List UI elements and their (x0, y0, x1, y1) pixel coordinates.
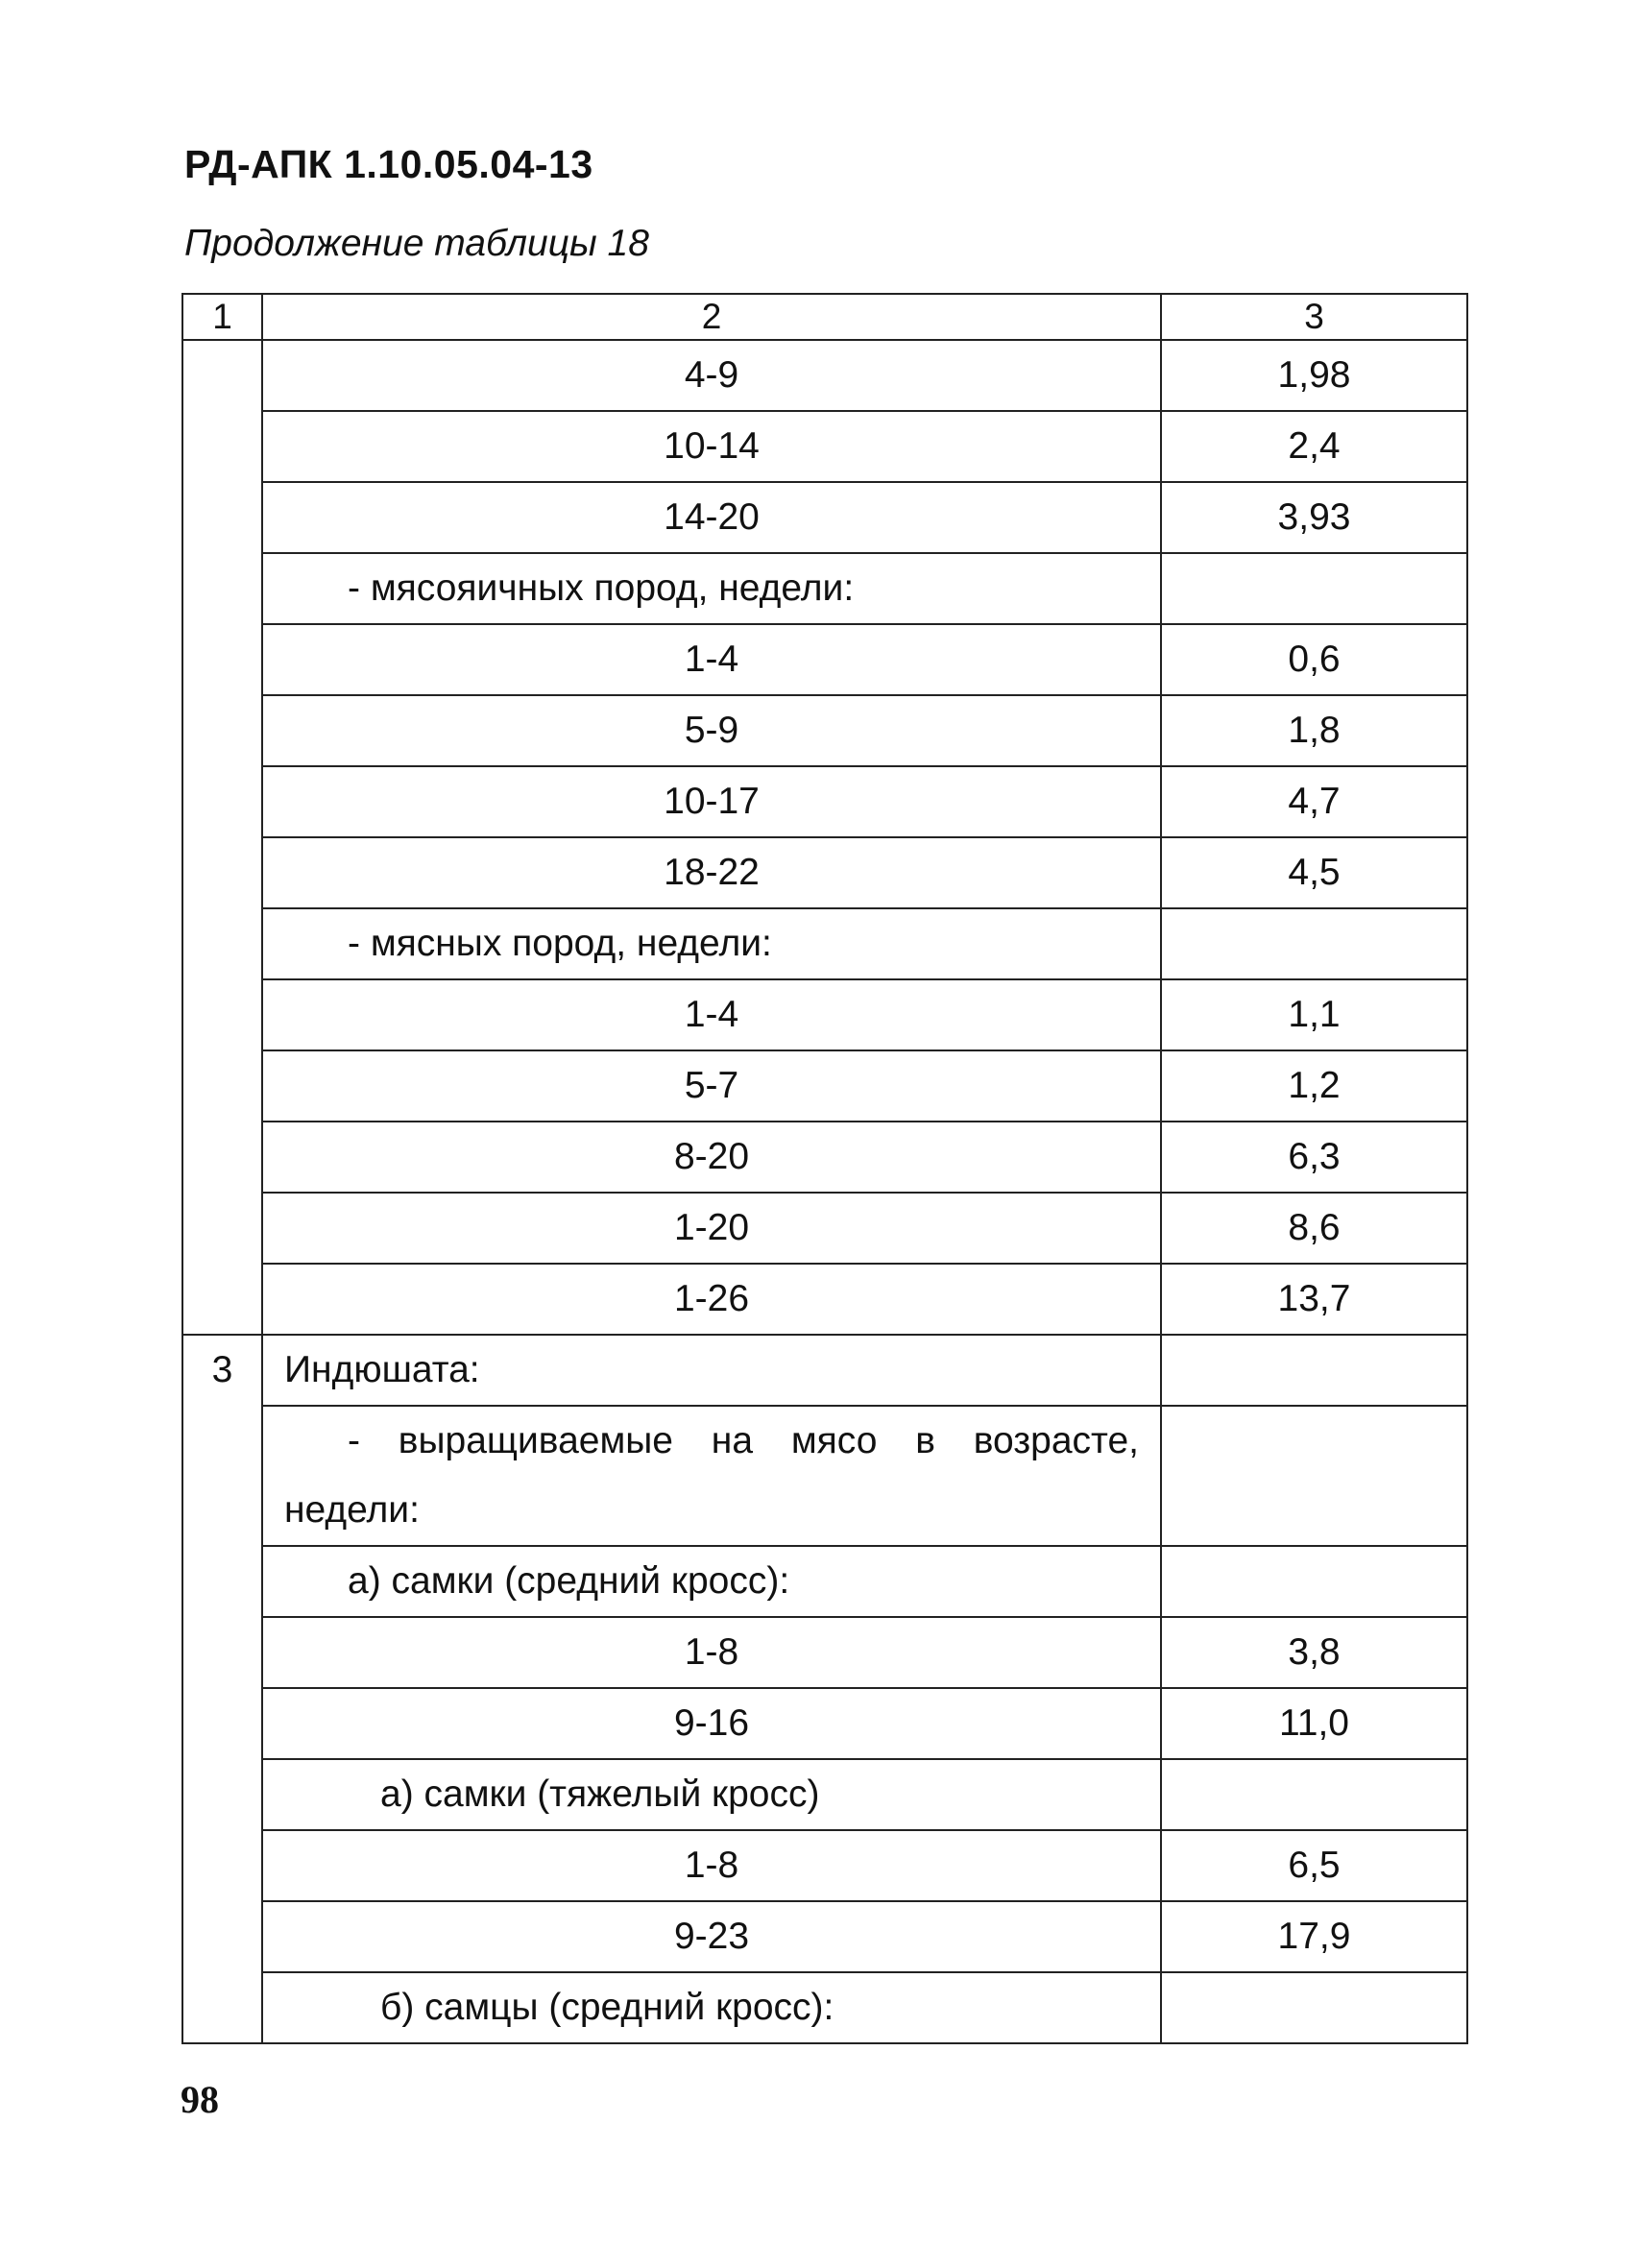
row-value: 0,6 (1161, 624, 1467, 695)
row-label: 1-20 (262, 1193, 1161, 1264)
column-header-3: 3 (1161, 294, 1467, 340)
row-value: 3,93 (1161, 482, 1467, 553)
table-caption: Продолжение таблицы 18 (184, 223, 649, 264)
row-label: 5-7 (262, 1050, 1161, 1122)
row-label: 10-14 (262, 411, 1161, 482)
row-value (1161, 1759, 1467, 1830)
table-row (182, 1335, 1467, 1406)
row-value (1161, 1972, 1467, 2043)
row-value: 11,0 (1161, 1688, 1467, 1759)
row-value: 1,98 (1161, 340, 1467, 411)
row-label: 5-9 (262, 695, 1161, 766)
row-label: 1-4 (262, 979, 1161, 1050)
section-label: - мясных пород, недели: (262, 908, 1161, 979)
row-value: 1,2 (1161, 1050, 1467, 1122)
table-row (182, 1050, 1467, 1122)
data-table (181, 293, 1468, 2044)
table-row (182, 1759, 1467, 1830)
table-row (182, 1972, 1467, 2043)
table-row (182, 695, 1467, 766)
table-row (182, 1406, 1467, 1546)
row-value (1161, 908, 1467, 979)
table-row (182, 482, 1467, 553)
table-row (182, 1901, 1467, 1972)
row-value: 1,1 (1161, 979, 1467, 1050)
section-label: - мясояичных пород, недели: (262, 553, 1161, 624)
table-row (182, 766, 1467, 837)
row-value: 6,3 (1161, 1122, 1467, 1193)
document-code: РД-АПК 1.10.05.04-13 (184, 142, 593, 186)
row-value: 2,4 (1161, 411, 1467, 482)
row-value: 17,9 (1161, 1901, 1467, 1972)
row-label: 9-23 (262, 1901, 1161, 1972)
row-value: 13,7 (1161, 1264, 1467, 1335)
row-value (1161, 553, 1467, 624)
row-label: 1-26 (262, 1264, 1161, 1335)
table-row (182, 411, 1467, 482)
row-group-cell-2 (182, 340, 262, 1335)
row-value: 3,8 (1161, 1617, 1467, 1688)
row-label: 4-9 (262, 340, 1161, 411)
table-row (182, 1617, 1467, 1688)
row-label: 8-20 (262, 1122, 1161, 1193)
row-value: 4,7 (1161, 766, 1467, 837)
row-value (1161, 1406, 1467, 1546)
table-header-row (182, 294, 1467, 340)
table-row (182, 837, 1467, 908)
row-label: 1-8 (262, 1830, 1161, 1901)
row-value: 1,8 (1161, 695, 1467, 766)
table-row (182, 553, 1467, 624)
table-row (182, 979, 1467, 1050)
row-value (1161, 1546, 1467, 1617)
section-label: б) самцы (средний кросс): (262, 1972, 1161, 2043)
table-row (182, 1122, 1467, 1193)
row-label: 18-22 (262, 837, 1161, 908)
table-row (182, 624, 1467, 695)
table-row (182, 1193, 1467, 1264)
table-row (182, 1830, 1467, 1901)
section-label: а) самки (средний кросс): (262, 1546, 1161, 1617)
table-row (182, 1688, 1467, 1759)
table-row (182, 340, 1467, 411)
row-value (1161, 1335, 1467, 1406)
table-row (182, 908, 1467, 979)
row-label: 1-8 (262, 1617, 1161, 1688)
row-label: 1-4 (262, 624, 1161, 695)
table-row (182, 1546, 1467, 1617)
section-label: - выращиваемые на мясо в возрасте, недели: (262, 1406, 1161, 1546)
column-header-2: 2 (262, 294, 1161, 340)
page-number: 98 (181, 2078, 219, 2121)
row-value: 4,5 (1161, 837, 1467, 908)
row-label: 14-20 (262, 482, 1161, 553)
section-label: а) самки (тяжелый кросс) (262, 1759, 1161, 1830)
row-label: 9-16 (262, 1688, 1161, 1759)
column-header-1: 1 (182, 294, 262, 340)
row-label: 10-17 (262, 766, 1161, 837)
row-group-cell-3: 3 (182, 1335, 262, 2043)
row-value: 8,6 (1161, 1193, 1467, 1264)
table-row (182, 1264, 1467, 1335)
row-value: 6,5 (1161, 1830, 1467, 1901)
section-label: Индюшата: (262, 1335, 1161, 1406)
